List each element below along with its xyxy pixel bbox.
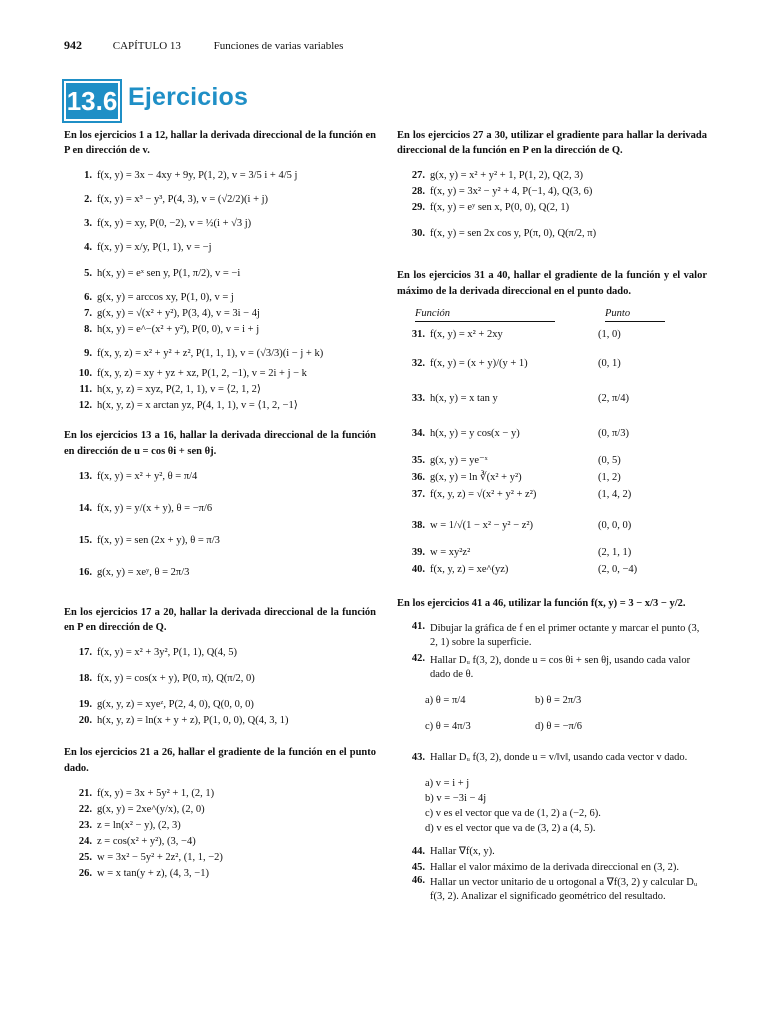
exercise-42-parts-ab	[425, 688, 707, 714]
exercise-text: f(x, y, z) = x² + y² + z², P(1, 1, 1), v = (√3/3)(i − j + k)	[97, 348, 324, 360]
exercise-text: f(x, y) = 3x² − y² + 4, P(−1, 4), Q(3, 6)	[430, 186, 593, 198]
point-cell: (1, 4, 2)	[598, 488, 632, 500]
page-number: 942	[64, 38, 82, 52]
instructions-21-26: En los ejercicios 21 a 26, hallar el gradiente de la función en el punto dado.	[64, 747, 376, 774]
exercise-number: 18.	[78, 673, 92, 685]
exercise-text: f(x, y, z) = xy + yz + xz, P(1, 2, −1), v = 2i + j − k	[97, 368, 307, 380]
exercise-text: z = cos(x² + y²), (3, −4)	[97, 835, 196, 847]
exercise-19	[74, 697, 376, 713]
chapter-label: CAPÍTULO 13	[112, 40, 181, 52]
page-header	[64, 38, 343, 53]
exercise-text: z = ln(x² − y), (2, 3)	[97, 819, 181, 831]
function-cell: w = xy²z²	[430, 546, 471, 558]
exercise-12	[74, 398, 376, 414]
exercise-24	[74, 834, 376, 850]
exercise-29	[407, 200, 707, 216]
exercise-number: 37.	[411, 488, 425, 500]
function-cell: h(x, y) = x tan y	[430, 392, 498, 404]
part-d: d) θ = −π/6	[535, 721, 582, 733]
exercise-text: h(x, y, z) = x arctan yz, P(4, 1, 1), v = ⟨1, 2, −1⟩	[97, 400, 298, 412]
function-cell: f(x, y) = x² + 2xy	[430, 328, 503, 340]
function-cell: w = 1/√(1 − x² − y² − z²)	[430, 519, 534, 531]
exercise-text: h(x, y, z) = ln(x + y + z), P(1, 0, 0), Q(4, 3, 1)	[97, 715, 289, 727]
exercise-number: 9.	[84, 348, 92, 360]
exercise-43-part-b: b) v = −3i − 4j	[425, 792, 487, 804]
exercise-39	[407, 544, 707, 561]
part-b: b) θ = 2π/3	[535, 695, 582, 707]
exercise-38	[407, 517, 707, 534]
exercise-30	[407, 226, 707, 242]
exercise-27	[407, 168, 707, 184]
table-header	[415, 309, 707, 323]
instructions-13-16: En los ejercicios 13 a 16, hallar la derivada direccional de la función en dirección de u = cos θi + sen θj.	[64, 430, 376, 457]
exercise-number: 8.	[84, 324, 92, 336]
exercise-number: 12.	[78, 400, 92, 412]
exercise-number: 13.	[78, 470, 92, 482]
exercise-21	[74, 786, 376, 802]
exercise-text: f(x, y) = x² + y², θ = π/4	[97, 470, 198, 482]
exercise-33	[407, 390, 707, 407]
function-cell: h(x, y) = y cos(x − y)	[430, 427, 520, 439]
exercise-number: 6.	[84, 292, 92, 304]
exercise-14	[74, 501, 376, 517]
exercise-13	[74, 469, 376, 485]
exercise-text: f(x, y) = eʸ sen x, P(0, 0), Q(2, 1)	[430, 202, 570, 214]
exercise-text: h(x, y) = eˣ sen y, P(1, π/2), v = −i	[97, 268, 241, 280]
point-cell: (2, 0, −4)	[598, 563, 638, 575]
exercise-text: f(x, y) = x³ − y³, P(4, 3), v = (√2/2)(i + j)	[97, 194, 269, 206]
exercise-8	[74, 322, 376, 338]
exercise-number: 43.	[411, 752, 425, 764]
exercise-16	[74, 565, 376, 581]
exercise-number: 42.	[411, 652, 425, 664]
exercise-6	[74, 290, 376, 306]
exercise-18	[74, 671, 376, 687]
point-cell: (1, 0)	[598, 328, 621, 340]
exercise-number: 21.	[78, 787, 92, 799]
exercise-number: 16.	[78, 566, 92, 578]
exercise-text: f(x, y) = x² + 3y², P(1, 1), Q(4, 5)	[97, 647, 238, 659]
exercise-text: f(x, y) = sen 2x cos y, P(π, 0), Q(π/2, π)	[430, 228, 597, 240]
instructions-41-46: En los ejercicios 41 a 46, utilizar la función f(x, y) = 3 − x/3 − y/2.	[397, 598, 686, 610]
exercise-number: 11.	[79, 384, 92, 396]
exercise-number: 45.	[411, 862, 425, 874]
exercise-text: Hallar el valor máximo de la derivada direccional en (3, 2).	[430, 862, 679, 874]
exercise-text: h(x, y) = e^−(x² + y²), P(0, 0), v = i + j	[97, 324, 260, 336]
instructions-31-40: En los ejercicios 31 a 40, hallar el gradiente de la función y el valor máximo de la derivada direccional en el punto dado.	[397, 270, 707, 297]
exercise-number: 22.	[78, 803, 92, 815]
exercise-number: 20.	[78, 715, 92, 727]
exercise-4	[74, 240, 376, 256]
exercise-43	[407, 750, 707, 766]
exercise-number: 27.	[411, 170, 425, 182]
point-cell: (1, 2)	[598, 471, 621, 483]
exercise-43-part-a: a) v = i + j	[425, 777, 470, 789]
exercise-number: 31.	[411, 328, 425, 340]
exercise-text: w = 3x² − 5y² + 2z², (1, 1, −2)	[97, 851, 223, 863]
part-c: c) θ = 4π/3	[425, 721, 471, 733]
exercise-text: Hallar Dᵤ f(3, 2), donde u = cos θi + sen θj, usando cada valor dado de θ.	[430, 654, 691, 681]
column-header-punto: Punto	[605, 309, 665, 323]
part-a: a) θ = π/4	[425, 695, 466, 707]
point-cell: (0, 1)	[598, 357, 621, 369]
exercise-number: 14.	[78, 502, 92, 514]
exercise-number: 4.	[84, 242, 92, 254]
exercise-17	[74, 645, 376, 661]
exercise-32	[407, 355, 707, 372]
exercise-number: 34.	[411, 427, 425, 439]
exercise-number: 2.	[84, 194, 92, 206]
exercise-text: f(x, y) = 3x − 4xy + 9y, P(1, 2), v = 3/5 i + 4/5 j	[97, 170, 298, 182]
exercise-35	[407, 452, 707, 469]
exercise-number: 38.	[411, 519, 425, 531]
exercise-text: f(x, y) = xy, P(0, −2), v = ½(i + √3 j)	[97, 218, 252, 230]
exercise-number: 29.	[411, 202, 425, 214]
exercise-number: 5.	[84, 268, 92, 280]
exercise-text: g(x, y) = √(x² + y²), P(3, 4), v = 3i − 4j	[97, 308, 260, 320]
exercise-number: 36.	[411, 471, 425, 483]
instructions-17-20: En los ejercicios 17 a 20, hallar la derivada direccional de la función en P en dirección de Q.	[64, 606, 376, 634]
exercise-text: g(x, y) = arccos xy, P(1, 0), v = j	[97, 292, 234, 304]
exercise-45	[407, 860, 707, 876]
exercise-number: 46.	[411, 875, 425, 887]
exercise-43-part-c: c) v es el vector que va de (1, 2) a (−2, 6).	[425, 807, 601, 819]
exercise-number: 24.	[78, 835, 92, 847]
exercise-15	[74, 533, 376, 549]
exercise-text: w = x tan(y + z), (4, 3, −1)	[97, 867, 209, 879]
point-cell: (2, 1, 1)	[598, 546, 632, 558]
exercise-40	[407, 561, 707, 578]
exercise-31	[407, 326, 707, 343]
function-cell: f(x, y) = (x + y)/(y + 1)	[430, 357, 528, 369]
exercise-20	[74, 713, 376, 729]
exercise-text: Hallar Dᵤ f(3, 2), donde u = v/‖v‖, usando cada vector v dado.	[430, 752, 688, 764]
column-header-funcion: Función	[415, 309, 555, 323]
exercise-number: 33.	[411, 392, 425, 404]
left-column	[64, 128, 376, 882]
exercise-3	[74, 216, 376, 232]
exercise-44	[407, 844, 707, 860]
exercise-28	[407, 184, 707, 200]
exercise-text: f(x, y) = x/y, P(1, 1), v = −j	[97, 242, 212, 254]
exercise-number: 30.	[411, 228, 425, 240]
exercise-42-parts-cd	[425, 714, 707, 740]
exercise-22	[74, 802, 376, 818]
exercise-text: f(x, y) = cos(x + y), P(0, π), Q(π/2, 0)	[97, 673, 255, 685]
exercise-number: 25.	[78, 851, 92, 863]
exercise-23	[74, 818, 376, 834]
function-cell: g(x, y) = ln ∛(x² + y²)	[430, 471, 522, 483]
chapter-title: Funciones de varias variables	[213, 40, 344, 52]
exercise-number: 35.	[411, 454, 425, 466]
exercise-42	[407, 654, 707, 682]
exercise-number: 40.	[411, 563, 425, 575]
exercise-text: Hallar un vector unitario de u ortogonal a ∇f(3, 2) y calcular Dᵤ f(3, 2). Analizar el significado geométrico del resultado.	[430, 877, 698, 903]
exercise-text: Dibujar la gráfica de f en el primer octante y marcar el punto (3, 2, 1) sobre la superficie.	[430, 622, 700, 648]
exercise-number: 28.	[411, 186, 425, 198]
exercise-number: 41.	[411, 620, 425, 632]
exercise-46	[407, 876, 707, 904]
exercise-number: 10.	[78, 368, 92, 380]
exercise-text: h(x, y, z) = xyz, P(2, 1, 1), v = ⟨2, 1, 2⟩	[97, 384, 262, 396]
exercise-34	[407, 425, 707, 442]
exercise-9	[74, 346, 376, 362]
exercise-text: g(x, y, z) = xyeᶻ, P(2, 4, 0), Q(0, 0, 0)	[97, 699, 254, 711]
function-cell: f(x, y, z) = xe^(yz)	[430, 563, 509, 575]
exercise-text: f(x, y) = 3x + 5y² + 1, (2, 1)	[97, 787, 215, 799]
exercise-1	[74, 168, 376, 184]
exercise-number: 15.	[78, 534, 92, 546]
exercise-37	[407, 486, 707, 503]
exercise-10	[74, 366, 376, 382]
right-column	[397, 128, 707, 905]
exercise-26	[74, 866, 376, 882]
exercise-number: 44.	[411, 846, 425, 858]
exercise-number: 39.	[411, 546, 425, 558]
point-cell: (0, π/3)	[598, 427, 629, 439]
exercise-41	[407, 622, 707, 650]
point-cell: (2, π/4)	[598, 392, 629, 404]
exercise-number: 19.	[78, 699, 92, 711]
exercise-2	[74, 192, 376, 208]
exercise-number: 7.	[84, 308, 92, 320]
instructions-27-30: En los ejercicios 27 a 30, utilizar el gradiente para hallar la derivada direccional de la función en P en la dirección de Q.	[397, 130, 707, 157]
point-cell: (0, 5)	[598, 454, 621, 466]
exercise-text: f(x, y) = y/(x + y), θ = −π/6	[97, 502, 213, 514]
exercise-11	[74, 382, 376, 398]
exercise-5	[74, 266, 376, 282]
exercise-number: 32.	[411, 357, 425, 369]
exercise-text: f(x, y) = sen (2x + y), θ = π/3	[97, 534, 220, 546]
exercise-25	[74, 850, 376, 866]
exercise-number: 1.	[84, 170, 92, 182]
exercise-number: 26.	[78, 867, 92, 879]
exercise-7	[74, 306, 376, 322]
function-cell: f(x, y, z) = √(x² + y² + z²)	[430, 488, 537, 500]
function-cell: g(x, y) = ye⁻ˣ	[430, 454, 488, 466]
section-title: Ejercicios	[128, 83, 249, 111]
exercise-36	[407, 469, 707, 486]
exercise-text: Hallar ∇f(x, y).	[430, 846, 495, 858]
exercise-text: g(x, y) = 2xe^(y/x), (2, 0)	[97, 803, 205, 815]
exercise-text: g(x, y) = x² + y² + 1, P(1, 2), Q(2, 3)	[430, 170, 583, 182]
instructions-1-12: En los ejercicios 1 a 12, hallar la derivada direccional de la función en P en dirección de v.	[64, 130, 376, 157]
exercise-text: g(x, y) = xeʸ, θ = 2π/3	[97, 566, 190, 578]
exercise-number: 17.	[78, 647, 92, 659]
exercise-43-part-d: d) v es el vector que va de (3, 2) a (4, 5).	[425, 822, 596, 834]
exercise-number: 3.	[84, 218, 92, 230]
exercise-number: 23.	[78, 819, 92, 831]
point-cell: (0, 0, 0)	[598, 519, 632, 531]
section-number-badge: 13.6	[64, 81, 120, 121]
